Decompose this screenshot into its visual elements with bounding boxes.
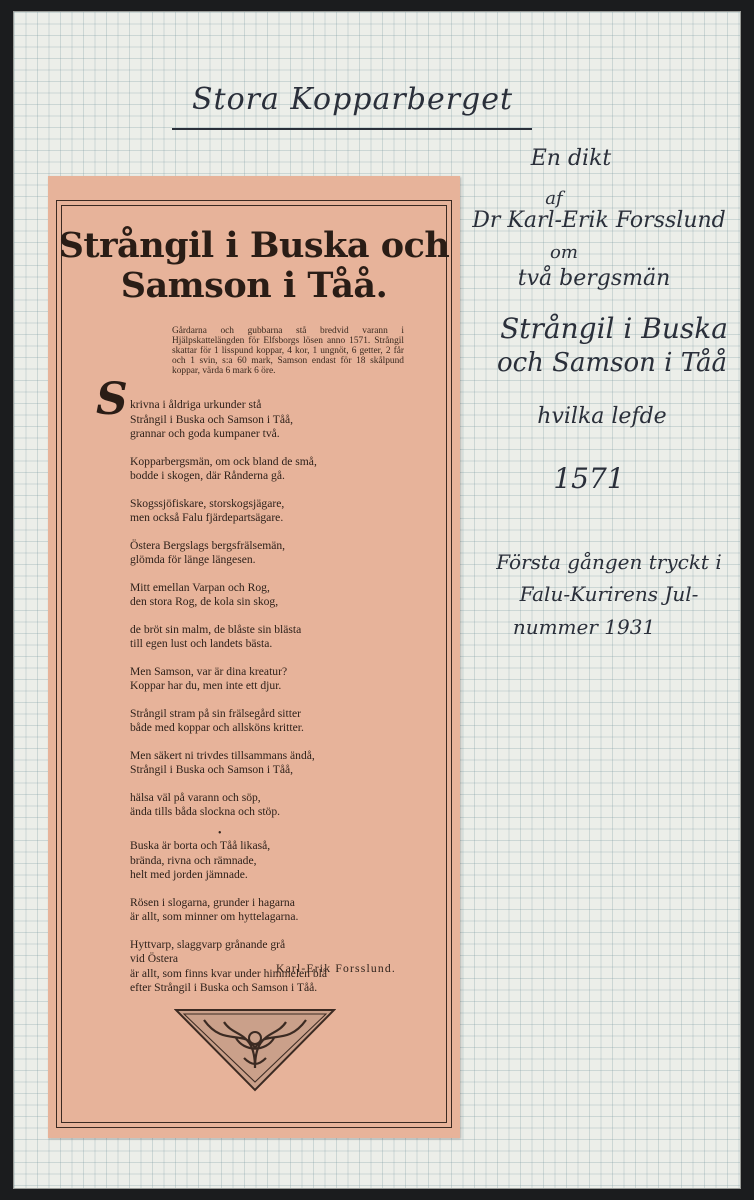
stanza xyxy=(130,791,430,820)
poem-title-line-2: Samson i Tåå. xyxy=(120,265,388,306)
stanza xyxy=(130,665,430,694)
verse-line: är allt, som finns kvar under himmelen blå xyxy=(130,966,328,980)
verse-line: glömda för länge längesen. xyxy=(130,553,256,566)
verse-line: hälsa väl på varann och söp, xyxy=(130,790,261,804)
verse-line: helt med jorden jämnade. xyxy=(130,868,248,881)
note-line-2: af xyxy=(545,188,563,209)
note-line-4: om xyxy=(550,242,578,263)
stanza xyxy=(130,497,430,526)
verse-line: till egen lust och landets bästa. xyxy=(130,637,273,650)
verse-line: Koppar har du, men inte ett djur. xyxy=(130,679,282,692)
poem-author: Karl-Erik Forsslund. xyxy=(276,962,396,975)
verse-line: Östera Bergslags bergsfrälsemän, xyxy=(130,538,286,552)
verse-line: Skogssjöfiskare, storskogsjägare, xyxy=(130,496,285,510)
verse-line: krivna i åldriga urkunder stå xyxy=(130,398,262,411)
note-year: 1571 xyxy=(553,462,625,495)
triangle-ornament-icon xyxy=(174,1008,336,1092)
notebook-page xyxy=(14,12,740,1188)
poem-intro: Gårdarna och gubbarna stå bredvid varann i Hjälpskattelängden för Elfsborgs lösen anno 1571. Strångil skattar för 1 lisspund koppar, 4 kor, 1 ungnöt, 6 getter, 2 får och 1 svin, s:a 60 mark, Samson endast för 18 skålpund koppar, värda 6 mark 6 öre. xyxy=(172,326,404,376)
verse-line: är allt, som minner om hyttelagarna. xyxy=(130,910,299,923)
verse-line: brända, rivna och rämnade, xyxy=(130,853,257,867)
heading-underline xyxy=(172,128,532,130)
verse-line: Strångil i Buska och Samson i Tåå, xyxy=(130,763,294,776)
stanza xyxy=(130,455,430,484)
verse-line: Hyttvarp, slaggvarp grånande grå xyxy=(130,937,286,951)
poem-verses xyxy=(130,398,430,1009)
stanza xyxy=(130,581,430,610)
poem-title xyxy=(48,226,460,306)
verse-line: Strångil stram på sin frälsegård sitter xyxy=(130,706,301,720)
stanza xyxy=(130,896,430,925)
verse-line: den stora Rog, de kola sin skog, xyxy=(130,595,279,608)
drop-cap: S xyxy=(96,374,128,425)
stanza xyxy=(130,839,430,883)
verse-line: Kopparbergsmän, om ock bland de små, xyxy=(130,454,317,468)
verse-line: Rösen i slogarna, grunder i hagarna xyxy=(130,895,295,909)
verse-line: bodde i skogen, där Rånderna gå. xyxy=(130,469,285,482)
note-line-3: Dr Karl-Erik Forsslund xyxy=(472,208,726,233)
stanza xyxy=(130,539,430,568)
stanza xyxy=(130,623,430,652)
note-line-8: hvilka lefde xyxy=(537,404,667,429)
verse-line: Mitt emellan Varpan och Rog, xyxy=(130,580,270,594)
note-line-1: En dikt xyxy=(530,146,612,171)
verse-line: men också Falu fjärdepartsägare. xyxy=(130,511,284,524)
verse-line: de bröt sin malm, de blåste sin blästa xyxy=(130,622,302,636)
note-line-5: två bergsmän xyxy=(517,266,671,291)
poem-title-line-1: Strångil i Buska och xyxy=(58,225,450,266)
verse-line: grannar och goda kumpaner två. xyxy=(130,427,280,440)
note-line-7: och Samson i Tåå xyxy=(496,348,728,378)
verse-line: vid Östera xyxy=(130,952,178,965)
verse-line: Buska är borta och Tåå likaså, xyxy=(130,839,271,852)
note-line-6: Strångil i Buska xyxy=(500,312,728,345)
newspaper-clipping xyxy=(48,176,460,1138)
verse-line: Men Samson, var är dina kreatur? xyxy=(130,664,288,678)
verse-line: både med koppar och allsköns kritter. xyxy=(130,721,304,734)
stanza-separator: • xyxy=(218,827,222,839)
stanza xyxy=(130,749,430,778)
verse-line: Strångil i Buska och Samson i Tåå, xyxy=(130,412,294,426)
verse-line: Men säkert ni trivdes tillsammans ändå, xyxy=(130,748,315,762)
verse-line: efter Strångil i Buska och Samson i Tåå. xyxy=(130,981,318,994)
verse-line: ända tills båda slockna och stöp. xyxy=(130,805,281,818)
handwritten-heading: Stora Kopparberget xyxy=(192,82,514,117)
publication-line-3: nummer 1931 xyxy=(512,615,656,639)
stanza xyxy=(130,707,430,736)
publication-line-1: Första gången tryckt i xyxy=(496,550,722,574)
stanza xyxy=(130,398,430,442)
publication-line-2: Falu-Kurirens Jul- xyxy=(519,582,699,606)
